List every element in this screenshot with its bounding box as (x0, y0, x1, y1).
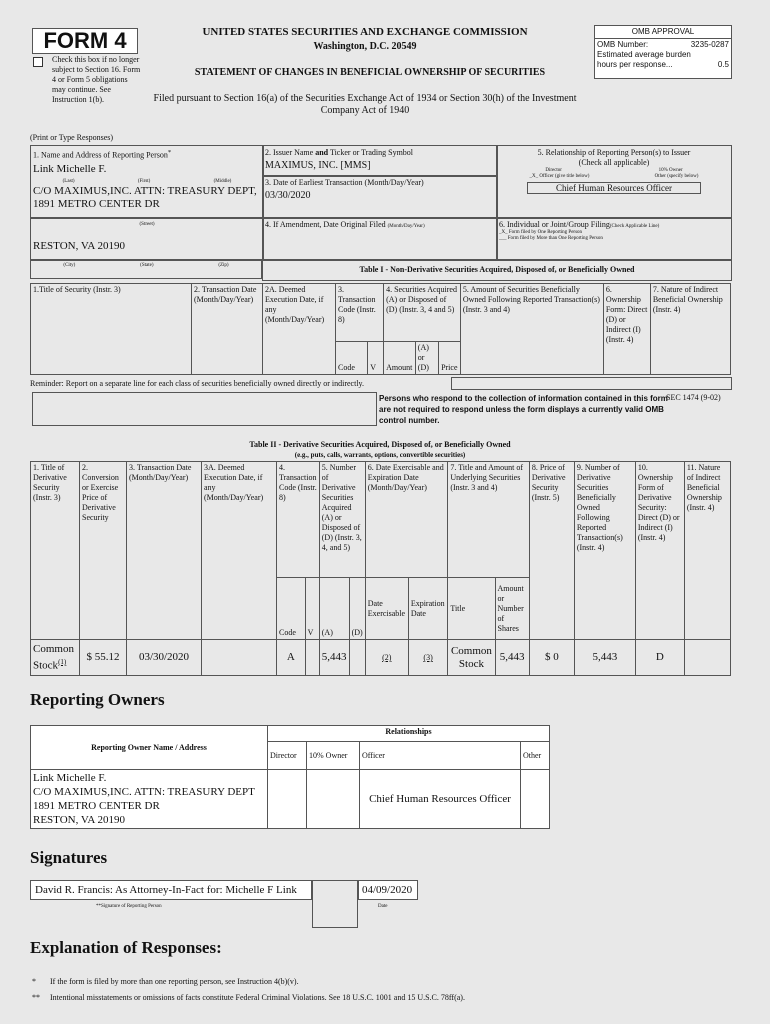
owner-address-1: C/O MAXIMUS,INC. ATTN: TREASURY DEPT (33, 786, 255, 798)
omb-hours-label: hours per response... (597, 60, 673, 69)
row-underlying-amount: 5,443 (495, 640, 529, 676)
director-header: Director (268, 742, 307, 770)
sig-date: 04/09/2020 (362, 884, 413, 896)
t2-col5: 5. Number of Derivative Securities Acquired (A) or Disposed of (D) (Instr. 3, 4, and 5) (319, 462, 365, 578)
director-option: Director (545, 168, 562, 173)
owner-officer: Chief Human Resources Officer (360, 770, 521, 829)
row-underlying-title: Common Stock (448, 640, 495, 676)
other-option: Other (specify below) (654, 174, 699, 179)
sig-caption: **Signature of Reporting Person (96, 904, 162, 909)
t2-amount: Amount or Number of Shares (495, 578, 529, 640)
reporting-owners-heading: Reporting Owners (30, 690, 165, 709)
note-1-mark: * (32, 977, 36, 986)
box6-filing (496, 217, 732, 261)
filing-option-2: ___ Form filed by More than One Reporting Person (499, 236, 603, 241)
omb-box (594, 25, 732, 79)
t2-col10: 10. Ownership Form of Derivative Security: Direct (D) or Indirect (I) (Instr. 4) (635, 462, 684, 640)
t1-col2a: 2A. Deemed Execution Date, if any (Month/Day/Year) (263, 284, 336, 375)
table-row (31, 640, 731, 676)
box2-label-pre: 2. Issuer Name (265, 148, 316, 157)
omb-burden: Estimated average burden (597, 50, 691, 59)
omb-title: OMB APPROVAL (595, 26, 731, 39)
owner-name: Link Michelle F. (33, 772, 107, 784)
box5-sub: (Check all applicable) (578, 158, 650, 167)
note-1-text: If the form is filed by more than one reporting person, see Instruction 4(b)(v). (50, 977, 299, 986)
owner-address-3: RESTON, VA 20190 (33, 814, 125, 826)
t2-v: V (305, 578, 319, 640)
box4-amendment (262, 217, 498, 261)
row-code: A (277, 640, 306, 676)
reporting-owners-table (30, 725, 550, 829)
box2-issuer (262, 145, 498, 177)
t2-a: (A) (319, 578, 349, 640)
box3-date (262, 175, 498, 219)
table1-title: Table I - Non-Derivative Securities Acquired, Disposed of, or Beneficially Owned (262, 259, 732, 281)
t1-aord: (A) or (D) (415, 342, 438, 375)
t2-col2: 2. Conversion or Exercise Price of Derivative Security (80, 462, 127, 640)
t1-col2: 2. Transaction Date (Month/Day/Year) (192, 284, 263, 375)
last-label: (Last) (62, 178, 75, 184)
box2-label-post: Ticker or Trading Symbol (328, 148, 414, 157)
t2-col9: 9. Number of Derivative Securities Beneficially Owned Following Reported Transaction(s) (Instr. 4) (574, 462, 635, 640)
signatures-heading: Signatures (30, 848, 108, 867)
table2 (30, 461, 731, 676)
table2-subtitle: (e.g., puts, calls, warrants, options, convertible securities) (294, 451, 466, 459)
row-security: Common Stock (33, 642, 74, 672)
explanation-heading: Explanation of Responses: (30, 938, 222, 957)
box1-label: 1. Name and Address of Reporting Person (33, 150, 168, 160)
sec-number: SEC 1474 (9-02) (666, 393, 721, 402)
t2-col6: 6. Date Exercisable and Expiration Date (Month/Day/Year) (365, 462, 448, 578)
t1-col4: 4. Securities Acquired (A) or Disposed of (D) (Instr. 3, 4 and 5) (384, 284, 461, 342)
box6-sub: (Check Applicable Line) (609, 224, 660, 229)
box5-relationship (496, 145, 732, 219)
form-title (32, 28, 138, 54)
t2-col1: 1. Title of Derivative Security (Instr. 3) (31, 462, 80, 640)
state-label: (State) (140, 263, 154, 268)
owner-row (31, 770, 550, 829)
t1-price: Price (439, 342, 461, 375)
t2-col7: 7. Title and Amount of Underlying Securities (Instr. 3 and 4) (448, 462, 529, 578)
row-conversion-price: $ 55.12 (80, 640, 127, 676)
box4-sub: (Month/Day/Year) (387, 224, 425, 229)
statement-title: STATEMENT OF CHANGES IN BENEFICIAL OWNERSHIP OF SECURITIES (194, 67, 546, 78)
box3-label: 3. Date of Earliest Transaction (Month/Day/Year) (265, 178, 424, 187)
persons-notice: Persons who respond to the collection of information contained in this form are not required to respond unless the form displays a currently valid OMB control number. (379, 394, 668, 425)
box1-asterisk: * (167, 149, 172, 156)
owner-name-header: Reporting Owner Name / Address (31, 726, 268, 770)
street-label: (Street) (139, 222, 155, 227)
row-security-footnote[interactable]: (1) (58, 657, 67, 666)
box6-label: 6. Individual or Joint/Group Filing (499, 220, 610, 229)
issuer-name: MAXIMUS, INC. [MMS] (265, 160, 371, 171)
owner-address-2: 1891 METRO CENTER DR (33, 800, 160, 812)
table1 (30, 283, 731, 375)
t2-col3a: 3A. Deemed Execution Date, if any (Month/Day/Year) (202, 462, 277, 640)
note-2 (32, 993, 732, 1003)
box1-city (30, 259, 262, 279)
earliest-date: 03/30/2020 (265, 190, 311, 201)
signer-name: David R. Francis: As Attorney-In-Fact for: Michelle F Link (35, 884, 297, 896)
t1-code: Code (336, 342, 368, 375)
box1-name (30, 145, 264, 219)
row-form: D (635, 640, 684, 676)
box5-label: 5. Relationship of Reporting Person(s) to Issuer (537, 148, 691, 157)
officer-option: Officer (give title below) (539, 174, 590, 179)
t1-col1: 1.Title of Security (Instr. 3) (31, 284, 192, 375)
t2-col4: 4. Transaction Code (Instr. 8) (277, 462, 320, 578)
box1-street (30, 217, 264, 261)
omb-number: 3235-0287 (690, 40, 729, 49)
other-header: Other (521, 742, 550, 770)
reporting-person-name: Link Michelle F. (33, 162, 107, 175)
check-box-text: Check this box if no longer subject to Section 16. Form 4 or Form 5 obligations may continue. See Instruction 1(b). (52, 55, 141, 104)
officer-mark: _X_ (529, 174, 539, 179)
t1-v: V (368, 342, 384, 375)
sig-right-box (312, 880, 358, 928)
t1-col3: 3. Transaction Code (Instr. 8) (336, 284, 384, 342)
signer-box (30, 880, 312, 900)
row-date-exercisable[interactable]: (2) (365, 640, 408, 676)
date-caption: Date (378, 904, 388, 909)
t2-col8: 8. Price of Derivative Security (Instr. 5) (529, 462, 574, 640)
filing-option-1: _X_ Form filed by One Reporting Person (499, 230, 583, 235)
t2-exp: Expiration Date (408, 578, 448, 640)
row-acquired: 5,443 (319, 640, 349, 676)
t1-col5: 5. Amount of Securities Beneficially Owned Following Reported Transaction(s) (Instr. 3 and 4) (460, 284, 603, 375)
relationships-header: Relationships (268, 726, 550, 742)
filed-pursuant: Filed pursuant to Section 16(a) of the Securities Exchange Act of 1934 or Section 30(h) of the Investment Company Act of 1940 (153, 93, 577, 116)
row-expiration[interactable]: (3) (408, 640, 448, 676)
note-2-text: Intentional misstatements or omissions of facts constitute Federal Criminal Violations. See 18 U.S.C. 1001 and 15 U.S.C. 78ff(a). (50, 993, 465, 1002)
print-type: (Print or Type Responses) (30, 133, 114, 142)
t2-col11: 11. Nature of Indirect Beneficial Ownership (Instr. 4) (684, 462, 730, 640)
blank-box-left (32, 392, 377, 426)
t1-col6: 6. Ownership Form: Direct (D) or Indirect (I) (Instr. 4) (603, 284, 650, 375)
form-title-text: FORM 4 (43, 28, 127, 53)
sig-date-box (358, 880, 418, 900)
officer-title: Chief Human Resources Officer (527, 182, 701, 194)
ten-pct-header: 10% Owner (307, 742, 360, 770)
blank-box-right (451, 377, 732, 390)
t2-d: (D) (349, 578, 365, 640)
city-state: RESTON, VA 20190 (33, 240, 125, 252)
note-2-mark: ** (32, 993, 40, 1002)
note-1 (32, 977, 732, 987)
box2-label-and: and (315, 148, 329, 157)
t2-date-ex: Date Exercisable (365, 578, 408, 640)
t2-code: Code (277, 578, 306, 640)
reminder: Reminder: Report on a separate line for each class of securities beneficially owned directly or indirectly. (30, 379, 365, 388)
omb-number-label: OMB Number: (597, 40, 649, 49)
t2-title: Title (448, 578, 495, 640)
box4-label: 4. If Amendment, Date Original Filed (265, 220, 386, 229)
reporting-address: C/O MAXIMUS,INC. ATTN: TREASURY DEPT, 1891 METRO CENTER DR (33, 184, 257, 210)
row-owned: 5,443 (574, 640, 635, 676)
row-deriv-price: $ 0 (529, 640, 574, 676)
zip-label: (Zip) (218, 263, 229, 268)
city-label: (City) (63, 263, 76, 268)
t2-col3: 3. Transaction Date (Month/Day/Year) (127, 462, 202, 640)
middle-label: (Middle) (213, 178, 232, 184)
t1-col7: 7. Nature of Indirect Beneficial Ownership (Instr. 4) (650, 284, 730, 375)
agency-name: UNITED STATES SECURITIES AND EXCHANGE COMMISSION (202, 26, 528, 38)
row-date: 03/30/2020 (127, 640, 202, 676)
first-label: (First) (137, 178, 151, 184)
t1-amount: Amount (384, 342, 416, 375)
ten-pct-option: 10% Owner (658, 168, 683, 173)
check-box[interactable] (33, 57, 43, 67)
table2-title: Table II - Derivative Securities Acquired, Disposed of, or Beneficially Owned (249, 440, 511, 449)
omb-hours: 0.5 (717, 60, 729, 69)
officer-header: Officer (360, 742, 521, 770)
agency-location: Washington, D.C. 20549 (313, 41, 417, 52)
